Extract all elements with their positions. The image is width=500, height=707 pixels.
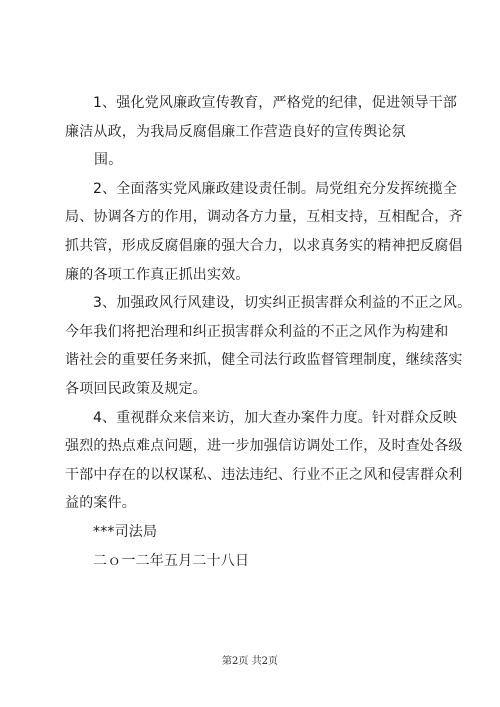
text-line: 今年我们将把治理和纠正损害群众利益的不正之风作为构建和: [65, 323, 449, 340]
document-body: [65, 89, 472, 575]
text-line: 抓共管，形成反腐倡廉的强大合力，以求真务实的精神把反腐倡: [65, 237, 463, 254]
text-line: 干部中存在的以权谋私、违法违纪、行业不正之风和侵害群众利: [65, 466, 463, 483]
text-line: 廉的各项工作真正抓出实效。: [65, 266, 250, 283]
paragraph-4: [65, 404, 463, 518]
text-line: 4、重视群众来信来访，加大查办案件力度。针对群众反映: [93, 409, 458, 426]
signature: ***司法局: [93, 523, 158, 540]
text-line: 益的案件。: [65, 495, 136, 512]
date: 二ｏ一二年五月二十八日: [93, 552, 250, 569]
text-line: 3、加强政风行风建设，切实纠正损害群众利益的不正之风。: [93, 295, 472, 312]
page-number: 第2页 共2页: [222, 656, 278, 667]
text-line: 谐社会的重要任务来抓，健全司法行政监督管理制度，继续落实: [65, 352, 463, 369]
text-line: 各项回民政策及规定。: [65, 380, 207, 397]
text-line: 局、协调各方的作用，调动各方力量，互相支持，互相配合，齐: [65, 209, 463, 226]
paragraph-1: [65, 89, 458, 175]
paragraph-3: [65, 289, 472, 403]
paragraph-2: [65, 175, 463, 289]
text-line: 廉洁从政，为我局反腐倡廉工作营造良好的宣传舆论氛: [65, 123, 406, 140]
text-line: 2、全面落实党风廉政建设责任制。局党组充分发挥统揽全: [93, 180, 458, 197]
text-line: 围。: [94, 152, 123, 169]
text-line: 1、强化党风廉政宣传教育，严格党的纪律，促进领导干部: [93, 95, 458, 111]
text-line: 强烈的热点难点问题，进一步加强信访调处工作，及时查处各级: [65, 438, 463, 455]
